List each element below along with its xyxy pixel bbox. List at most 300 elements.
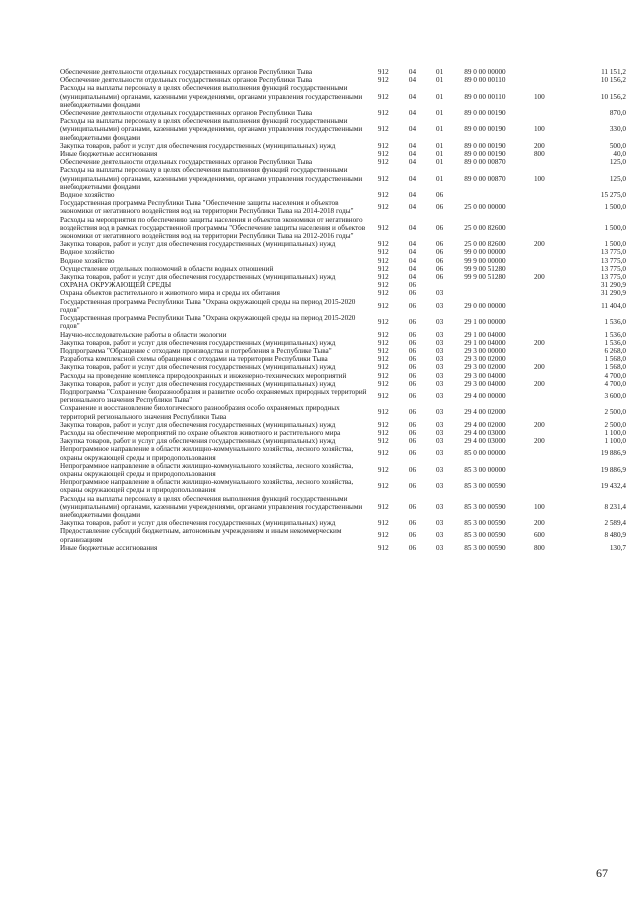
- row-section-code: 06: [408, 318, 417, 327]
- row-name: Расходы на выплаты персоналу в целях обеспечения выполнения функций государственными (муниципальными) органами, казенными учреждениями, органами управления государственными внебюджетными фондами: [60, 84, 363, 109]
- table-row: [60, 478, 626, 494]
- row-subsection-code: 06: [436, 191, 444, 200]
- row-expense-type-code: 100: [533, 125, 545, 134]
- table-row: [60, 429, 626, 437]
- row-subsection-code: 01: [436, 125, 444, 134]
- row-target-item-code: 99 9 00 51280: [464, 273, 506, 282]
- row-name: Непрограммное направление в области жилищно-коммунального хозяйства, лесного хозяйства, охраны окружающей среды и природопользования: [60, 461, 354, 478]
- row-subsection-code: 01: [436, 68, 444, 76]
- row-name: Подпрограмма "Обращение с отходами производства и потребления в Республике Тыва": [60, 346, 332, 355]
- table-row: [60, 289, 626, 297]
- row-target-item-code: 29 3 00 04000: [464, 379, 506, 388]
- row-target-item-code: 29 4 00 02000: [464, 420, 506, 429]
- row-name: Охрана объектов растительного и животного мира и среды их обитания: [60, 289, 280, 298]
- row-subsection-code: 03: [436, 420, 444, 429]
- row-name: Иные бюджетные ассигнования: [60, 543, 158, 552]
- row-target-item-code: 29 1 00 04000: [464, 330, 506, 339]
- row-amount: 1 568,0: [604, 355, 626, 364]
- row-amount: 870,0: [609, 109, 626, 118]
- table-row: [60, 150, 626, 158]
- row-target-item-code: [453, 281, 517, 289]
- row-target-item-code: 89 0 00 00110: [464, 76, 506, 85]
- row-expense-type-code: [517, 445, 561, 461]
- row-target-item-code: 85 3 00 00590: [464, 482, 506, 491]
- row-amount: 125,0: [609, 174, 626, 183]
- row-section-code: 04: [408, 273, 417, 282]
- row-section-code: 06: [408, 289, 417, 298]
- row-amount: 1 100,0: [604, 428, 626, 437]
- row-target-item-code: 29 4 00 03000: [464, 437, 506, 446]
- table-row: [60, 445, 626, 461]
- row-expense-type-code: [517, 68, 561, 76]
- row-department-code: 912: [377, 449, 389, 458]
- row-target-item-code: 85 3 00 00590: [464, 531, 506, 540]
- row-name: Расходы на выплаты персоналу в целях обеспечения выполнения функций государственными (муниципальными) органами, казенными учреждениями, органами управления государственными внебюджетными фондами: [60, 166, 363, 191]
- row-expense-type-code: [517, 478, 561, 494]
- row-section-code: 04: [408, 248, 417, 257]
- row-department-code: 912: [377, 318, 389, 327]
- row-department-code: 912: [377, 158, 389, 167]
- row-department-code: 912: [377, 465, 389, 474]
- row-name: Обеспечение деятельности отдельных государственных органов Республики Тыва: [60, 76, 313, 85]
- row-department-code: 912: [377, 379, 389, 388]
- row-department-code: 912: [377, 76, 389, 85]
- row-subsection-code: 03: [436, 346, 444, 355]
- row-section-code: 06: [408, 346, 417, 355]
- row-subsection-code: 03: [436, 465, 444, 474]
- row-amount: 1 500,0: [604, 240, 626, 249]
- row-amount: 31 290,9: [600, 289, 626, 298]
- row-subsection-code: 03: [436, 392, 444, 401]
- row-section-code: 04: [408, 109, 417, 118]
- row-expense-type-code: [517, 199, 561, 215]
- row-expense-type-code: [517, 257, 561, 265]
- row-target-item-code: 85 3 00 00590: [464, 502, 506, 511]
- row-amount: 2 589,4: [604, 519, 626, 528]
- row-name: Закупка товаров, работ и услуг для обеспечения государственных (муниципальных) нужд: [60, 338, 336, 347]
- row-target-item-code: 99 9 00 51280: [464, 264, 506, 273]
- row-amount: 10 156,2: [600, 92, 626, 101]
- row-subsection-code: 03: [436, 338, 444, 347]
- row-subsection-code: 06: [436, 240, 444, 249]
- row-name: Непрограммное направление в области жилищно-коммунального хозяйства, лесного хозяйства, охраны окружающей среды и природопользования: [60, 478, 354, 495]
- row-subsection-code: 03: [436, 543, 444, 552]
- row-section-code: 06: [408, 408, 417, 417]
- row-subsection-code: 03: [436, 531, 444, 540]
- row-amount: 1 100,0: [604, 437, 626, 446]
- row-subsection-code: 03: [436, 371, 444, 380]
- row-section-code: 06: [408, 449, 417, 458]
- row-section-code: 06: [408, 355, 417, 364]
- row-name: Расходы на выплаты персоналу в целях обеспечения выполнения функций государственными (муниципальными) органами, казенными учреждениями, органами управления государственными внебюджетными фондами: [60, 117, 363, 142]
- row-name: Закупка товаров, работ и услуг для обеспечения государственных (муниципальных) нужд: [60, 420, 336, 429]
- row-section-code: 04: [408, 76, 417, 85]
- row-expense-type-code: 200: [533, 420, 545, 429]
- row-section-code: 04: [408, 150, 417, 159]
- table-row: [60, 462, 626, 478]
- row-department-code: 912: [377, 92, 389, 101]
- row-subsection-code: 03: [436, 437, 444, 446]
- row-section-code: 06: [408, 363, 417, 372]
- row-section-code: 06: [408, 338, 417, 347]
- row-target-item-code: 29 4 00 02000: [464, 408, 506, 417]
- row-subsection-code: 06: [436, 256, 444, 265]
- row-section-code: 06: [408, 428, 417, 437]
- table-row: [60, 339, 626, 347]
- budget-table-body: [60, 68, 626, 552]
- row-subsection-code: 03: [436, 449, 444, 458]
- row-expense-type-code: [517, 281, 561, 289]
- row-section-code: 06: [408, 543, 417, 552]
- table-row: [60, 380, 626, 388]
- row-subsection-code: 03: [436, 355, 444, 364]
- row-amount: 1 500,0: [604, 223, 626, 232]
- table-row: [60, 281, 626, 289]
- row-name: Обеспечение деятельности отдельных государственных органов Республики Тыва: [60, 109, 313, 118]
- row-expense-type-code: [517, 347, 561, 355]
- budget-table: [60, 68, 626, 552]
- row-expense-type-code: [517, 289, 561, 297]
- row-department-code: 912: [377, 502, 389, 511]
- row-expense-type-code: 200: [533, 379, 545, 388]
- row-department-code: 912: [377, 191, 389, 200]
- row-amount: 6 268,0: [604, 346, 626, 355]
- row-amount: 19 432,4: [600, 482, 626, 491]
- row-expense-type-code: [517, 216, 561, 241]
- row-amount: 13 775,0: [600, 273, 626, 282]
- row-target-item-code: 85 3 00 00590: [464, 519, 506, 528]
- row-subsection-code: 03: [436, 318, 444, 327]
- row-subsection-code: 03: [436, 519, 444, 528]
- row-section-code: 04: [408, 158, 417, 167]
- table-row: [60, 355, 626, 363]
- table-row: [60, 158, 626, 166]
- table-row: [60, 117, 626, 142]
- row-expense-type-code: [517, 298, 561, 314]
- row-target-item-code: 29 3 00 02000: [464, 355, 506, 364]
- row-amount: 1 536,0: [604, 330, 626, 339]
- row-subsection-code: 03: [436, 428, 444, 437]
- row-expense-type-code: [517, 109, 561, 117]
- row-department-code: 912: [377, 519, 389, 528]
- row-department-code: 912: [377, 174, 389, 183]
- row-name: Подпрограмма "Сохранение биоразнообразия и развитие особо охраняемых природных территорий регионального значения Республики Тыва": [60, 387, 367, 405]
- row-target-item-code: 85 3 00 00000: [464, 465, 506, 474]
- row-expense-type-code: [517, 314, 561, 330]
- row-subsection-code: 03: [436, 363, 444, 372]
- row-department-code: 912: [377, 437, 389, 446]
- row-subsection-code: 03: [436, 408, 444, 417]
- row-target-item-code: 25 0 00 82600: [464, 223, 506, 232]
- row-amount: 4 700,0: [604, 379, 626, 388]
- table-row: [60, 257, 626, 265]
- row-name: Иные бюджетные ассигнования: [60, 150, 158, 159]
- table-row: [60, 199, 626, 215]
- row-department-code: 912: [377, 408, 389, 417]
- row-department-code: 912: [377, 203, 389, 212]
- row-amount: 13 775,0: [600, 264, 626, 273]
- row-department-code: 912: [377, 248, 389, 257]
- row-department-code: 912: [377, 355, 389, 364]
- row-amount: 19 886,9: [600, 465, 626, 474]
- table-row: [60, 265, 626, 273]
- row-name: Предоставление субсидий бюджетным, автономным учреждениям и иным некоммерческим организациям: [60, 527, 342, 544]
- row-name: Закупка товаров, работ и услуг для обеспечения государственных (муниципальных) нужд: [60, 273, 336, 282]
- row-expense-type-code: 100: [533, 502, 545, 511]
- row-name: Расходы на мероприятия по обеспечению защиты населения и объектов экономики от негативного воздействия вод в рамках государственной программы "Обеспечение защиты населения и объектов экономики от негативного воздействия вод на территории Республики Тыва на 2012-2016 годы": [60, 215, 366, 241]
- row-department-code: 912: [377, 125, 389, 134]
- row-target-item-code: 29 1 00 04000: [464, 338, 506, 347]
- table-row: [60, 76, 626, 84]
- row-target-item-code: 29 3 00 04000: [464, 371, 506, 380]
- table-row: [60, 527, 626, 543]
- row-target-item-code: 89 0 00 00110: [464, 92, 506, 101]
- row-expense-type-code: 200: [533, 273, 545, 282]
- row-target-item-code: 29 3 00 00000: [464, 346, 506, 355]
- row-section-code: 06: [408, 281, 417, 290]
- row-target-item-code: 99 0 00 00000: [464, 248, 506, 257]
- row-section-code: 04: [408, 125, 417, 134]
- row-expense-type-code: 600: [533, 531, 545, 540]
- row-subsection-code: 03: [436, 301, 444, 310]
- row-name: Закупка товаров, работ и услуг для обеспечения государственных (муниципальных) нужд: [60, 379, 336, 388]
- row-section-code: 04: [408, 264, 417, 273]
- row-name: Водное хозяйство: [60, 248, 115, 257]
- row-department-code: 912: [377, 289, 389, 298]
- row-section-code: 06: [408, 482, 417, 491]
- row-section-code: 06: [408, 379, 417, 388]
- row-subsection-code: 06: [436, 248, 444, 257]
- row-department-code: 912: [377, 543, 389, 552]
- row-section-code: 06: [408, 392, 417, 401]
- row-target-item-code: 89 0 00 00870: [464, 158, 506, 167]
- row-target-item-code: 29 1 00 00000: [464, 318, 506, 327]
- table-row: [60, 388, 626, 404]
- row-section-code: 04: [408, 240, 417, 249]
- row-target-item-code: [453, 191, 517, 199]
- row-section-code: 06: [408, 330, 417, 339]
- row-department-code: 912: [377, 264, 389, 273]
- row-target-item-code: 89 0 00 00870: [464, 174, 506, 183]
- row-amount: 13 775,0: [600, 248, 626, 257]
- row-amount: 15 275,0: [600, 191, 626, 200]
- row-subsection-code: 01: [436, 174, 444, 183]
- row-subsection-code: 03: [436, 502, 444, 511]
- row-subsection-code: 06: [436, 273, 444, 282]
- row-name: Закупка товаров, работ и услуг для обеспечения государственных (муниципальных) нужд: [60, 141, 336, 150]
- row-section-code: 06: [408, 519, 417, 528]
- row-amount: 1 500,0: [604, 203, 626, 212]
- row-section-code: 06: [408, 371, 417, 380]
- row-department-code: 912: [377, 223, 389, 232]
- row-expense-type-code: [517, 191, 561, 199]
- row-target-item-code: 89 0 00 00190: [464, 150, 506, 159]
- row-expense-type-code: 100: [533, 174, 545, 183]
- table-row: [60, 347, 626, 355]
- row-target-item-code: 89 0 00 00000: [464, 68, 506, 76]
- table-row: [60, 421, 626, 429]
- table-row: [60, 240, 626, 248]
- row-department-code: 912: [377, 346, 389, 355]
- row-department-code: 912: [377, 363, 389, 372]
- row-subsection-code: 06: [436, 203, 444, 212]
- row-subsection-code: 03: [436, 289, 444, 298]
- table-row: [60, 84, 626, 109]
- row-target-item-code: 29 3 00 02000: [464, 363, 506, 372]
- row-amount: 330,0: [609, 125, 626, 134]
- row-section-code: 04: [408, 223, 417, 232]
- row-amount: 4 700,0: [604, 371, 626, 380]
- row-section-code: 04: [408, 68, 417, 76]
- row-name: Обеспечение деятельности отдельных государственных органов Республики Тыва: [60, 68, 313, 76]
- table-row: [60, 363, 626, 371]
- row-expense-type-code: 200: [533, 240, 545, 249]
- row-name: Государственная программа Республики Тыва "Охрана окружающей среды на период 2015-2020 годов": [60, 314, 356, 331]
- table-row: [60, 68, 626, 76]
- row-amount: 1 568,0: [604, 363, 626, 372]
- row-target-item-code: 89 0 00 00190: [464, 109, 506, 118]
- row-name: ОХРАНА ОКРУЖАЮЩЕЙ СРЕДЫ: [60, 281, 172, 290]
- row-department-code: 912: [377, 240, 389, 249]
- table-row: [60, 109, 626, 117]
- row-target-item-code: 99 9 00 00000: [464, 256, 506, 265]
- row-expense-type-code: [517, 76, 561, 84]
- table-row: [60, 519, 626, 527]
- row-section-code: 06: [408, 465, 417, 474]
- row-subsection-code: 01: [436, 158, 444, 167]
- row-target-item-code: 85 0 00 00000: [464, 449, 506, 458]
- row-expense-type-code: 200: [533, 519, 545, 528]
- row-target-item-code: 25 0 00 00000: [464, 203, 506, 212]
- row-target-item-code: 29 4 00 00000: [464, 392, 506, 401]
- page-number: 67: [596, 866, 608, 880]
- row-expense-type-code: 200: [533, 338, 545, 347]
- row-department-code: 912: [377, 531, 389, 540]
- row-amount: 11 404,0: [601, 301, 626, 310]
- row-expense-type-code: 100: [533, 92, 545, 101]
- row-amount: 500,0: [609, 141, 626, 150]
- row-amount: 19 886,9: [600, 449, 626, 458]
- row-section-code: 06: [408, 531, 417, 540]
- row-expense-type-code: [517, 388, 561, 404]
- row-name: Государственная программа Республики Тыва "Обеспечение защиты населения и объектов экономики от негативного воздействия вод на территории Республики Тыва на 2014-2018 годы": [60, 199, 354, 216]
- row-expense-type-code: 200: [533, 141, 545, 150]
- row-section-code: 04: [408, 141, 417, 150]
- row-target-item-code: 89 0 00 00190: [464, 141, 506, 150]
- row-name: Государственная программа Республики Тыва "Охрана окружающей среды на период 2015-2020 годов": [60, 297, 356, 314]
- row-amount: 40,0: [613, 150, 626, 159]
- row-amount: 2 500,0: [604, 420, 626, 429]
- row-subsection-code: 01: [436, 109, 444, 118]
- table-row: [60, 314, 626, 330]
- row-department-code: 912: [377, 428, 389, 437]
- table-row: [60, 495, 626, 520]
- row-subsection-code: [427, 281, 453, 289]
- row-department-code: 912: [377, 256, 389, 265]
- table-row: [60, 298, 626, 314]
- table-row: [60, 437, 626, 445]
- row-name: Обеспечение деятельности отдельных государственных органов Республики Тыва: [60, 158, 313, 167]
- row-section-code: 04: [408, 92, 417, 101]
- table-row: [60, 216, 626, 241]
- row-name: Сохранение и восстановление биологического разнообразия особо охраняемых природных территорий регионального значения Республики Тыва: [60, 404, 340, 421]
- row-expense-type-code: 200: [533, 363, 545, 372]
- row-expense-type-code: [517, 404, 561, 420]
- row-amount: 2 500,0: [604, 408, 626, 417]
- row-expense-type-code: 200: [533, 437, 545, 446]
- row-section-code: 04: [408, 174, 417, 183]
- row-department-code: 912: [377, 371, 389, 380]
- row-department-code: 912: [377, 68, 389, 76]
- row-name: Закупка товаров, работ и услуг для обеспечения государственных (муниципальных) нужд: [60, 363, 336, 372]
- row-department-code: 912: [377, 338, 389, 347]
- row-amount: 1 536,0: [604, 318, 626, 327]
- row-name: Научно-исследовательские работы в области экологии: [60, 330, 227, 339]
- row-department-code: 912: [377, 281, 389, 290]
- row-section-code: 04: [408, 203, 417, 212]
- row-subsection-code: 03: [436, 482, 444, 491]
- row-target-item-code: 29 0 00 00000: [464, 301, 506, 310]
- row-subsection-code: 01: [436, 92, 444, 101]
- row-department-code: 912: [377, 301, 389, 310]
- row-expense-type-code: [517, 355, 561, 363]
- row-expense-type-code: [517, 462, 561, 478]
- row-department-code: 912: [377, 109, 389, 118]
- row-department-code: 912: [377, 482, 389, 491]
- row-name: Расходы на обеспечение мероприятий по охране объектов животного и растительного мира: [60, 428, 341, 437]
- row-name: Закупка товаров, работ и услуг для обеспечения государственных (муниципальных) нужд: [60, 240, 336, 249]
- row-target-item-code: [453, 289, 517, 297]
- row-name: Закупка товаров, работ и услуг для обеспечения государственных (муниципальных) нужд: [60, 519, 336, 528]
- row-expense-type-code: [517, 331, 561, 339]
- table-row: [60, 142, 626, 150]
- row-section-code: 06: [408, 502, 417, 511]
- row-section-code: 06: [408, 301, 417, 310]
- row-amount: 31 290,9: [600, 281, 626, 290]
- row-subsection-code: 03: [436, 379, 444, 388]
- row-name: Разработка комплексной схемы обращения с отходами на территории Республики Тыва: [60, 355, 328, 364]
- row-department-code: 912: [377, 273, 389, 282]
- row-expense-type-code: [517, 265, 561, 273]
- table-row: [60, 166, 626, 191]
- row-amount: 13 775,0: [600, 256, 626, 265]
- row-amount: 3 600,0: [604, 392, 626, 401]
- table-row: [60, 544, 626, 552]
- row-expense-type-code: [517, 248, 561, 256]
- row-expense-type-code: [517, 429, 561, 437]
- row-section-code: 06: [408, 420, 417, 429]
- row-amount: 1 536,0: [604, 338, 626, 347]
- row-name: Непрограммное направление в области жилищно-коммунального хозяйства, лесного хозяйства, охраны окружающей среды и природопользования: [60, 445, 354, 462]
- row-expense-type-code: [517, 158, 561, 166]
- row-amount: 125,0: [609, 158, 626, 167]
- row-target-item-code: 29 4 00 03000: [464, 428, 506, 437]
- row-name: Закупка товаров, работ и услуг для обеспечения государственных (муниципальных) нужд: [60, 437, 336, 446]
- row-expense-type-code: [517, 372, 561, 380]
- row-amount: 10 156,2: [600, 76, 626, 85]
- table-row: [60, 248, 626, 256]
- row-target-item-code: 85 3 00 00590: [464, 543, 506, 552]
- row-name: Расходы на проведение комплекса природоохранных и инженерно-технических мероприятий: [60, 371, 347, 380]
- row-target-item-code: 25 0 00 82600: [464, 240, 506, 249]
- table-row: [60, 191, 626, 199]
- row-department-code: 912: [377, 392, 389, 401]
- row-name: Водное хозяйство: [60, 191, 115, 200]
- row-name: Водное хозяйство: [60, 256, 115, 265]
- table-row: [60, 404, 626, 420]
- row-section-code: 04: [408, 256, 417, 265]
- row-target-item-code: 89 0 00 00190: [464, 125, 506, 134]
